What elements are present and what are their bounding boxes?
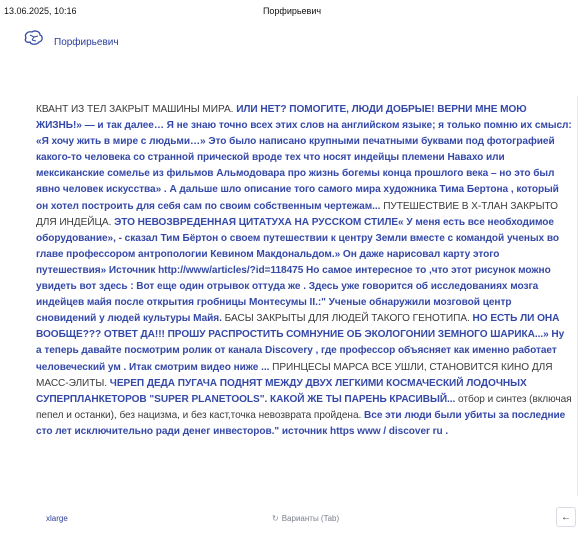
timestamp: 13.06.2025, 10:16 (4, 6, 77, 16)
prompt-segment: БАСЫ ЗАКРЫТЫ ДЛЯ ЛЮДЕЙ ТАКОГО ГЕНОТИПА. (221, 313, 473, 325)
generated-segment: ЭТО НЕВОЗВРЕДЕННАЯ ЦИТАТУХА НА РУССКОМ СТИЛЕ« У меня есть все необходимое оборудование», - сказал Тим Бёртон о своем путешествии к центру Земли вместе с командой ученых во главе профессором антропологии Кевином Макдональдом.» Он даже нарисовал карту этого путешествия» Источник http://www/articles/?id=118475 Но самое интересное то ,что этот рисунок можно увидеть вот здесь : Вот еще один отрывок оттуда же . Здесь уже говорится об исследованиях мозга индейцев майя после открытия гробницы Монтесумы II.:" Ученые обнаружили мозговой центр сновидений у людей культуры Майя. (36, 216, 559, 325)
prompt-segment: ПУТЕШЕСТВИЕ В Х-ТЛАН ЗАКРЫТО ДЛЯ ИНДЕЙЦА. (36, 200, 558, 228)
arrow-left-icon: ← (561, 511, 571, 523)
back-button[interactable] (556, 507, 576, 527)
generated-segment: ИЛИ НЕТ? ПОМОГИТЕ, ЛЮДИ ДОБРЫЕ! ВЕРНИ МНЕ МОЮ ЖИЗНЬ!» — и так далее… Я не знаю точно всех этих слов на английском языке; я только помню их смысл: «Я хочу жить в мире с людьми…» Это было написано крупными печатными буквами под фотографией какого-то человека со странной прической вроде тех что носят индейцы племени Навахо или мексиканские сомелье из фильмов Альмодовара про жизнь богемы конца прошлого века – но это был явно человек искусства» . А дальше шло описание того самого мира художника Тима Бертона , который он хотел построить для себя сам по своим собственным чертежам... (36, 104, 572, 212)
brain-icon (22, 29, 44, 47)
generated-segment: НО ЕСТЬ ЛИ ОНА ВООБЩЕ??? ОТВЕТ ДА!!! ПРОШУ РАСПРОСТИТЬ СОМНУНИЕ ОБ ЭКОЛОГОНИИ ЗЕМНОГО ШАРИКА...» Ну а теперь давайте посмотрим ролик от канала Discovery , где профессор объясняет как именно работает человеческий ум . Итак смотрим видео ниже ... (36, 313, 565, 373)
size-selector[interactable]: xlarge (46, 514, 68, 523)
prompt-segment: КВАНТ ИЗ ТЕЛ ЗАКРЫТ МАШИНЫ МИРА. (36, 104, 237, 115)
brand[interactable] (22, 26, 119, 50)
variants-label: Варианты (Tab) (281, 514, 340, 523)
generated-segment: ЧЕРЕП ДЕДА ПУГАЧА ПОДНЯТ МЕЖДУ ДВУХ ЛЕГКИМИ КОСМАЧЕСКИЙ ЛОДОЧНЫХ СУПЕРПЛАНКЕТОРОВ "SUPER PLANETOOLS". КАКОЙ ЖЕ ТЫ ПАРЕНЬ КРАСИВЫЙ... (36, 377, 527, 405)
prompt-segment: ПРИНЦЕСЫ МАРСА ВСЕ УШЛИ, СТАНОВИТСЯ КИНО ДЛЯ МАСС-ЭЛИТЫ. (36, 361, 553, 389)
story-text[interactable] (36, 102, 572, 440)
story-editor[interactable] (22, 96, 578, 496)
variants-button[interactable] (272, 514, 339, 523)
refresh-icon: ↻ (272, 514, 279, 523)
page-title: Порфирьевич (262, 6, 322, 16)
prompt-segment: отбор и синтез (включая пепел и останки), без нацизма, и без каст,точка невозврата пройдена. (36, 393, 572, 421)
app-name: Порфирьевич (54, 36, 119, 48)
generated-segment: Все эти люди были убиты за последние сто лет исключительно ради денег инвесторов." источник https www / discover ru . (36, 409, 566, 437)
footer-toolbar (0, 504, 584, 533)
system-bar (0, 0, 584, 22)
